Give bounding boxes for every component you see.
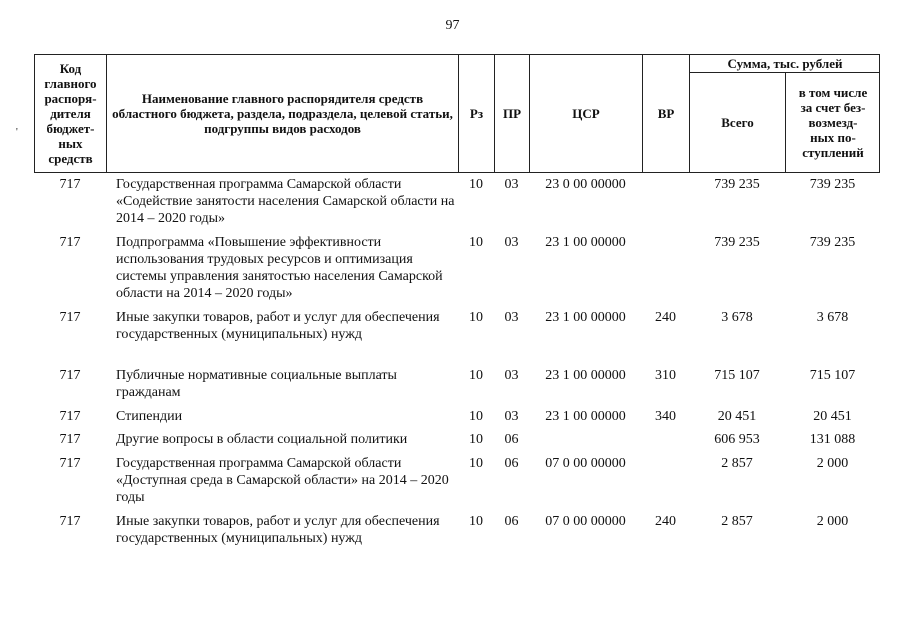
row-vr: 240 — [655, 514, 676, 529]
header-sum: Сумма, тыс. рублей — [689, 54, 880, 72]
header-code-line: распоря- — [44, 91, 97, 106]
row-pr: 06 — [504, 456, 519, 471]
header-code-line: главного — [44, 76, 97, 91]
row-vr: 340 — [655, 409, 676, 424]
header-code-line: Код — [59, 61, 82, 76]
row-vr: 310 — [655, 368, 676, 383]
row-total: 2 857 — [721, 514, 753, 529]
header-code-line: средств — [48, 151, 93, 166]
row-csr: 07 0 00 00000 — [545, 514, 626, 529]
row-code: 717 — [59, 177, 81, 192]
table-header — [34, 54, 880, 173]
header-non-repayable-line: возмезд- — [808, 115, 858, 130]
row-rz: 10 — [469, 432, 483, 447]
row-rz: 10 — [469, 235, 483, 250]
row-pr: 06 — [504, 432, 519, 447]
row-code: 717 — [59, 235, 81, 250]
header-csr: ЦСР — [529, 54, 642, 173]
row-pr: 06 — [504, 514, 519, 529]
row-total: 3 678 — [721, 310, 753, 325]
row-code: 717 — [59, 456, 81, 471]
header-name: Наименование главного распорядителя средств областного бюджета, раздела, подраздела, целевой статьи, подгруппы видов расходов — [106, 54, 458, 173]
row-rz: 10 — [469, 456, 483, 471]
header-rz: Рз — [458, 54, 494, 173]
header-code-line: бюджет- — [46, 121, 95, 136]
row-rz: 10 — [469, 177, 483, 192]
row-csr: 23 1 00 00000 — [545, 235, 626, 250]
row-rz: 10 — [469, 310, 483, 325]
row-total: 715 107 — [714, 368, 760, 383]
row-name: Государственная программа Самарской области «Содействие занятости населения Самарской области на 2014 – 2020 годы» — [116, 177, 455, 226]
row-code: 717 — [59, 514, 81, 529]
stray-mark: ' — [16, 127, 18, 138]
header-non-repayable-line: ступлений — [802, 145, 864, 160]
row-non-repayable: 20 451 — [813, 409, 852, 424]
row-total: 20 451 — [717, 409, 757, 424]
row-name: Иные закупки товаров, работ и услуг для обеспечения государственных (муниципальных) нужд — [116, 310, 440, 342]
row-total: 739 235 — [714, 177, 760, 192]
row-total: 606 953 — [714, 432, 760, 447]
header-non-repayable-line: за счет без- — [800, 100, 866, 115]
row-non-repayable: 715 107 — [809, 368, 856, 383]
row-code: 717 — [59, 409, 81, 424]
row-code: 717 — [59, 368, 81, 383]
header-code-line: дителя — [50, 106, 91, 121]
header-non-repayable-line: в том числе — [798, 85, 868, 100]
row-code: 717 — [59, 432, 81, 447]
row-code: 717 — [59, 310, 81, 325]
row-name: Публичные нормативные социальные выплаты гражданам — [116, 368, 397, 400]
header-code — [34, 54, 106, 173]
page-number: 97 — [445, 18, 460, 33]
row-pr: 03 — [504, 368, 519, 383]
row-name: Стипендии — [116, 409, 183, 424]
row-name: Подпрограмма «Повышение эффективности использования трудовых ресурсов и оптимизация системы управления занятостью населения Самарской области на 2014 – 2020 годы» — [116, 235, 443, 301]
row-name: Другие вопросы в области социальной политики — [116, 432, 408, 447]
row-vr: 240 — [655, 310, 676, 325]
row-rz: 10 — [469, 368, 483, 383]
row-csr: 23 0 00 00000 — [545, 177, 626, 192]
row-non-repayable: 131 088 — [809, 432, 856, 447]
row-non-repayable: 2 000 — [816, 456, 849, 471]
header-total: Всего — [689, 72, 785, 173]
row-non-repayable: 739 235 — [809, 235, 856, 250]
header-non-repayable — [785, 72, 880, 173]
row-non-repayable: 3 678 — [816, 310, 849, 325]
row-pr: 03 — [504, 177, 519, 192]
row-rz: 10 — [469, 514, 483, 529]
row-non-repayable: 739 235 — [809, 177, 856, 192]
row-csr: 23 1 00 00000 — [545, 368, 626, 383]
row-rz: 10 — [469, 409, 483, 424]
row-pr: 03 — [504, 235, 519, 250]
header-vr: ВР — [642, 54, 689, 173]
row-name: Иные закупки товаров, работ и услуг для обеспечения государственных (муниципальных) нужд — [116, 514, 440, 546]
header-pr: ПР — [494, 54, 529, 173]
row-pr: 03 — [504, 310, 519, 325]
header-code-line: ных — [58, 136, 83, 151]
row-total: 2 857 — [721, 456, 753, 471]
row-non-repayable: 2 000 — [816, 514, 849, 529]
row-csr: 07 0 00 00000 — [545, 456, 626, 471]
row-csr: 23 1 00 00000 — [545, 409, 626, 424]
row-name: Государственная программа Самарской области «Доступная среда в Самарской области» на 2014 – 2020 годы — [116, 456, 449, 505]
row-total: 739 235 — [714, 235, 760, 250]
row-pr: 03 — [504, 409, 519, 424]
header-non-repayable-line: ных по- — [810, 130, 856, 145]
row-csr: 23 1 00 00000 — [545, 310, 626, 325]
